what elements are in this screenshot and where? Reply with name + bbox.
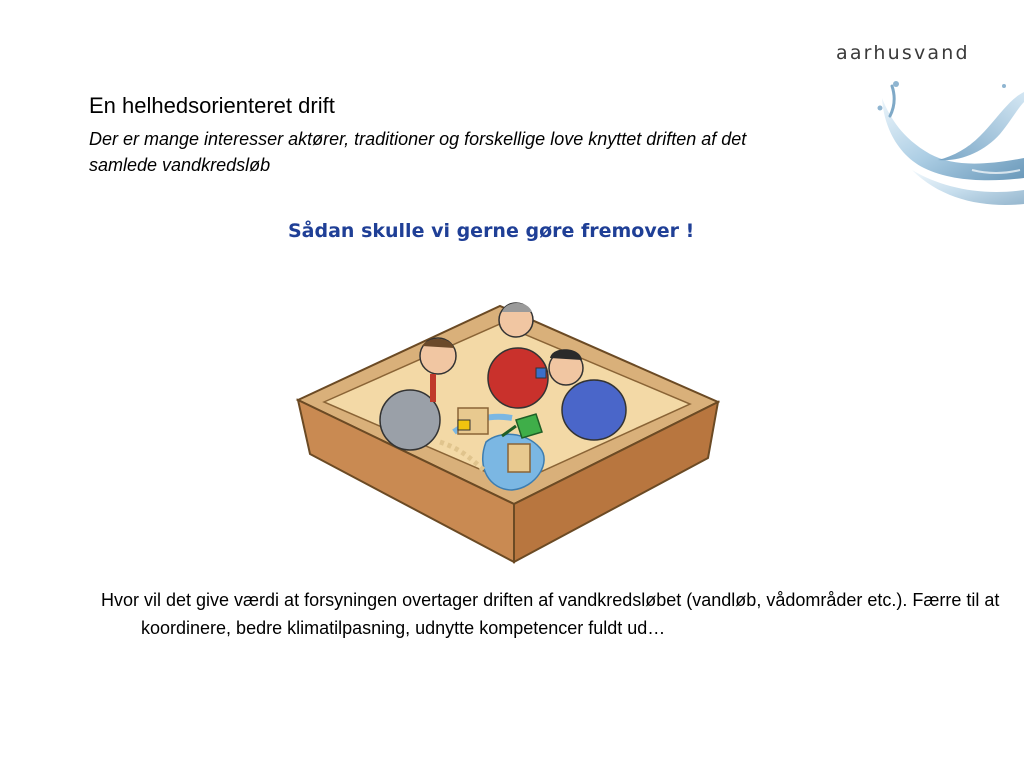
body-bullet: Hvor vil det give værdi at forsyningen overtager driften af vandkredsløbet (vandløb, vådområder etc.). Færre til at koordinere, bedre klimatilpasning, udnytte kompetencer fuldt ud… bbox=[101, 590, 1000, 638]
page-title: En helhedsorienteret drift bbox=[89, 93, 335, 118]
page-subtitle: Der er mange interesser aktører, traditioner og forskellige love knyttet driften af det samlede vandkredsløb bbox=[89, 129, 747, 175]
water-splash-icon bbox=[872, 78, 1024, 208]
illustration-caption: Sådan skulle vi gerne gøre fremover ! bbox=[288, 220, 695, 242]
logo-text: aarhusvand bbox=[836, 42, 970, 64]
sandbox-cartoon-icon bbox=[290, 292, 720, 564]
